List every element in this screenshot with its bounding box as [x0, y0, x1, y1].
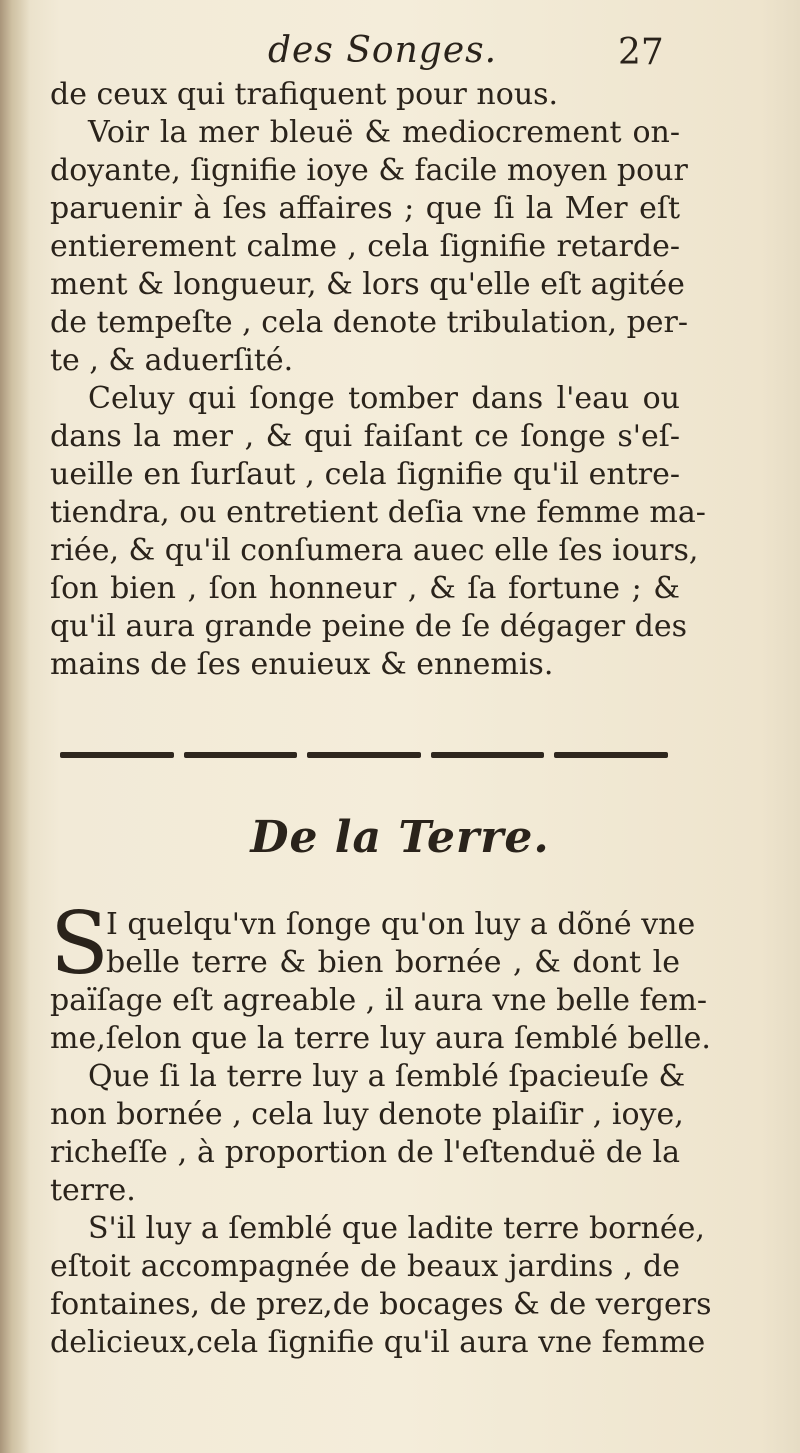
text-line: riée, & qu'il conſumera auec elle ſes iours, — [50, 533, 699, 568]
text-line: dans la mer , & qui faiſant ce ſonge s'eſ- — [50, 419, 680, 454]
text-line: Que ſi la terre luy a ſemblé ſpacieuſe & — [88, 1059, 686, 1094]
book-gutter — [0, 0, 30, 1453]
text-line: fontaines, de prez,de bocages & de vergers — [50, 1287, 712, 1322]
text-line: paruenir à ſes affaires ; que ſi la Mer eſt — [50, 191, 680, 226]
text-line: S'il luy a ſemblé que ladite terre bornée, — [88, 1211, 705, 1246]
ornament-segment — [307, 752, 421, 758]
text-block-earth — [50, 894, 712, 1362]
text-line: de ceux qui trafiquent pour nous. — [50, 77, 559, 112]
text-block-sea — [50, 76, 706, 684]
text-line: doyante, ſignifie ioye & facile moyen pour — [50, 153, 688, 188]
text-line: mains de ſes enuieux & ennemis. — [50, 647, 554, 682]
text-line: richeſſe , à proportion de l'eſtenduë de la — [50, 1135, 680, 1170]
text-line: ſon bien , ſon honneur , & ſa fortune ; & — [50, 571, 680, 606]
text-line: eſtoit accompagnée de beaux jardins , de — [50, 1249, 680, 1284]
ornament-segment — [431, 752, 545, 758]
text-line: Voir la mer bleuë & mediocrement on- — [88, 115, 680, 150]
text-line: belle terre & bien bornée , & dont le — [106, 945, 680, 980]
text-line: non bornée , cela luy denote plaiſir , ioye, — [50, 1097, 684, 1132]
text-line: tiendra, ou entretient deſia vne femme ma- — [50, 495, 706, 530]
ornament-segment — [60, 752, 174, 758]
drop-cap: S — [50, 894, 109, 994]
text-line: païſage eſt agreable , il aura vne belle fem- — [50, 983, 707, 1018]
text-line: qu'il aura grande peine de ſe dégager des — [50, 609, 688, 644]
ornament-segment — [184, 752, 298, 758]
text-line: ment & longueur, & lors qu'elle eſt agitée — [50, 267, 685, 302]
text-line: me,ſelon que la terre luy aura ſemblé belle. — [50, 1021, 711, 1056]
text-line: Celuy qui ſonge tomber dans l'eau ou — [88, 381, 680, 416]
text-line: ueille en ſurſaut , cela ſignifie qu'il entre- — [50, 457, 680, 492]
text-line: te , & aduerſité. — [50, 343, 294, 378]
page-number: 27 — [618, 32, 664, 73]
text-line: de tempeſte , cela denote tribulation, per- — [50, 305, 689, 340]
text-line: entierement calme , cela ſignifie retarde- — [50, 229, 680, 264]
ornament-segment — [554, 752, 668, 758]
section-heading: De la Terre. — [250, 812, 550, 863]
text-line: delicieux,cela ſignifie qu'il aura vne femme — [50, 1325, 706, 1360]
printer-ornament-rule — [60, 752, 668, 762]
text-line: I quelqu'vn ſonge qu'on luy a dõné vne — [106, 907, 696, 942]
text-line: terre. — [50, 1173, 136, 1208]
running-title: des Songes. — [268, 30, 498, 71]
